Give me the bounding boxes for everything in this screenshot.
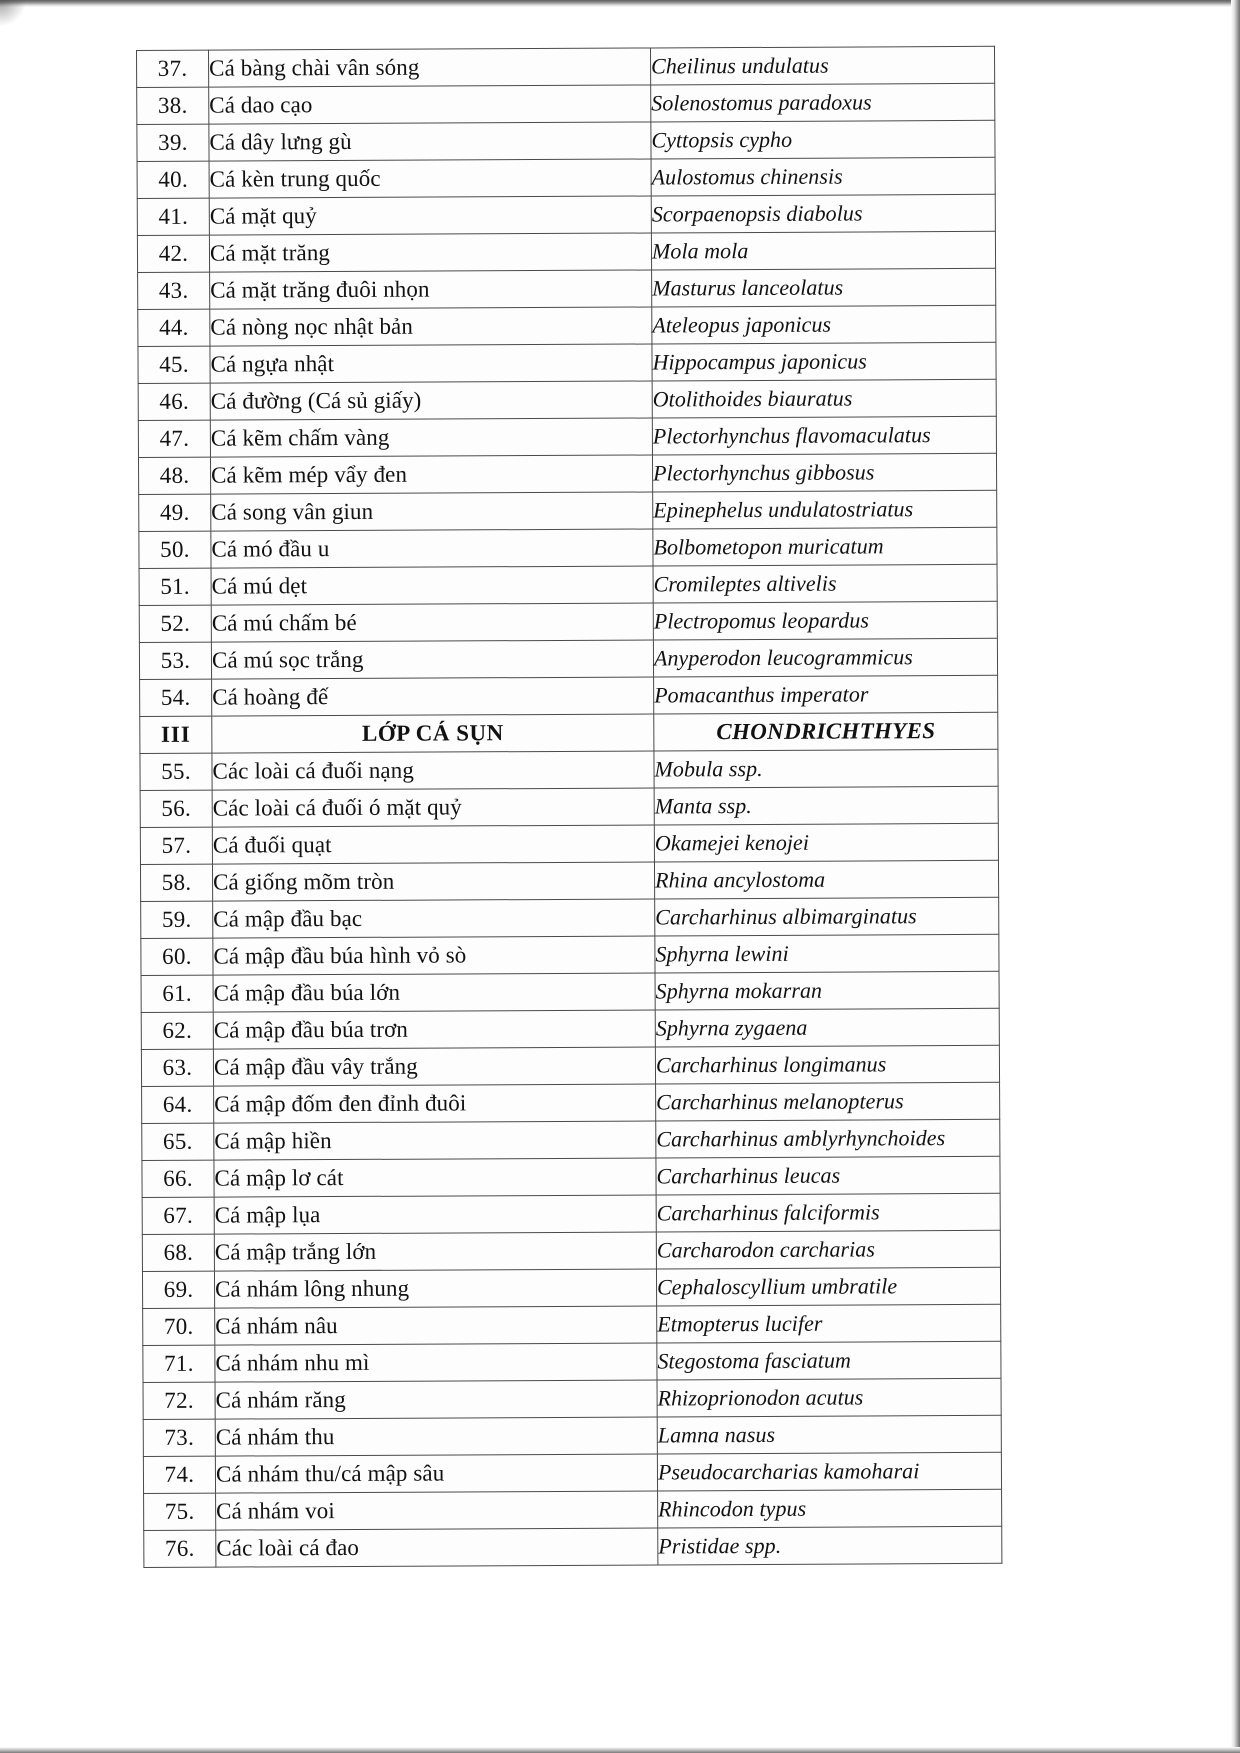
scientific-name: Sphyrna mokarran	[655, 971, 999, 1010]
table-row	[140, 860, 998, 901]
vietnamese-name: Cá mập đầu búa trơn	[213, 1010, 655, 1049]
vietnamese-name: Cá kẽm chấm vàng	[210, 418, 652, 457]
row-number: 55.	[140, 753, 212, 790]
row-number: 73.	[143, 1419, 215, 1456]
scientific-name: Epinephelus undulatostriatus	[653, 490, 997, 529]
row-number: 60.	[141, 938, 213, 975]
vietnamese-name: Cá mập đầu bạc	[213, 899, 655, 938]
table-row	[140, 823, 998, 864]
scientific-name: Carcharhinus longimanus	[655, 1045, 999, 1084]
table-row	[138, 305, 996, 346]
table-row	[137, 194, 995, 235]
vietnamese-name: Cá nhám thu	[215, 1417, 657, 1456]
table-row	[143, 1452, 1001, 1493]
scientific-name: Hippocampus japonicus	[652, 342, 996, 381]
row-number: 42.	[137, 235, 209, 272]
table-row	[138, 379, 996, 420]
table-row	[138, 342, 996, 383]
vietnamese-name: Cá mặt quỷ	[209, 196, 651, 235]
vietnamese-name: Cá mập đốm đen đỉnh đuôi	[214, 1084, 656, 1123]
table-row	[139, 490, 997, 531]
row-number: 43.	[138, 272, 210, 309]
vietnamese-name: Cá mập đầu búa hình vỏ sò	[213, 936, 655, 975]
row-number: 57.	[140, 827, 212, 864]
vietnamese-name: Cá dây lưng gù	[209, 122, 651, 161]
row-number: 58.	[140, 864, 212, 901]
vietnamese-name: Cá mú dẹt	[211, 566, 653, 605]
row-number: 49.	[139, 494, 211, 531]
section-title-vietnamese: LỚP CÁ SỤN	[212, 714, 654, 753]
section-title-scientific: CHONDRICHTHYES	[654, 712, 998, 751]
row-number: 45.	[138, 346, 210, 383]
vietnamese-name: Cá nhám nâu	[215, 1306, 657, 1345]
scan-edge-right	[1231, 0, 1240, 1753]
table-row	[144, 1489, 1002, 1530]
vietnamese-name: Cá mập lơ cát	[214, 1158, 656, 1197]
row-number: 63.	[141, 1049, 213, 1086]
row-number: 74.	[143, 1456, 215, 1493]
scientific-name: Stegostoma fasciatum	[657, 1341, 1001, 1380]
table-row	[140, 749, 998, 790]
row-number: 72.	[143, 1382, 215, 1419]
scientific-name: Pristidae spp.	[658, 1526, 1002, 1565]
row-number: 47.	[138, 420, 210, 457]
row-number: 44.	[138, 309, 210, 346]
species-table-body	[137, 46, 1002, 1567]
scientific-name: Plectropomus leopardus	[653, 601, 997, 640]
table-row	[137, 231, 995, 272]
species-table-container	[136, 46, 1001, 1568]
vietnamese-name: Cá nhám voi	[216, 1491, 658, 1530]
scientific-name: Plectorhynchus gibbosus	[652, 453, 996, 492]
row-number: 39.	[137, 124, 209, 161]
table-row	[142, 1119, 1000, 1160]
table-row	[143, 1378, 1001, 1419]
vietnamese-name: Các loài cá đuối nạng	[212, 751, 654, 790]
scientific-name: Mola mola	[651, 231, 995, 270]
vietnamese-name: Cá bàng chài vân sóng	[209, 48, 651, 87]
row-number: 69.	[142, 1271, 214, 1308]
row-number: 48.	[138, 457, 210, 494]
section-header-row	[140, 712, 998, 753]
row-number: 37.	[137, 50, 209, 87]
scientific-name: Carcharhinus albimarginatus	[655, 897, 999, 936]
scan-corner-artifact	[0, 0, 26, 26]
scientific-name: Rhizoprionodon acutus	[657, 1378, 1001, 1417]
scientific-name: Carcharhinus amblyrhynchoides	[656, 1119, 1000, 1158]
table-row	[140, 786, 998, 827]
row-number: 65.	[142, 1123, 214, 1160]
vietnamese-name: Cá nhám nhu mì	[215, 1343, 657, 1382]
row-number: 56.	[140, 790, 212, 827]
table-row	[137, 83, 995, 124]
scientific-name: Otolithoides biauratus	[652, 379, 996, 418]
row-number: 67.	[142, 1197, 214, 1234]
row-number: 59.	[141, 901, 213, 938]
scientific-name: Manta ssp.	[654, 786, 998, 825]
scan-edge-bottom	[0, 1747, 1240, 1753]
scientific-name: Rhincodon typus	[658, 1489, 1002, 1528]
row-number: 54.	[140, 679, 212, 716]
vietnamese-name: Cá mặt trăng đuôi nhọn	[210, 270, 652, 309]
species-table	[136, 46, 1002, 1568]
scientific-name: Ateleopus japonicus	[652, 305, 996, 344]
scientific-name: Sphyrna zygaena	[655, 1008, 999, 1047]
scientific-name: Pomacanthus imperator	[654, 675, 998, 714]
vietnamese-name: Cá song vân giun	[211, 492, 653, 531]
scientific-name: Carcharhinus melanopterus	[656, 1082, 1000, 1121]
vietnamese-name: Cá mó đầu u	[211, 529, 653, 568]
vietnamese-name: Các loài cá đuối ó mặt quỷ	[212, 788, 654, 827]
vietnamese-name: Cá nòng nọc nhật bản	[210, 307, 652, 346]
scientific-name: Bolbometopon muricatum	[653, 527, 997, 566]
scientific-name: Plectorhynchus flavomaculatus	[652, 416, 996, 455]
table-row	[141, 971, 999, 1012]
vietnamese-name: Cá dao cạo	[209, 85, 651, 124]
vietnamese-name: Cá hoàng đế	[212, 677, 654, 716]
scientific-name: Carcharhinus falciformis	[656, 1193, 1000, 1232]
vietnamese-name: Cá mập hiền	[214, 1121, 656, 1160]
scientific-name: Rhina ancylostoma	[654, 860, 998, 899]
table-row	[141, 1045, 999, 1086]
vietnamese-name: Cá mập đầu vây trắng	[213, 1047, 655, 1086]
vietnamese-name: Cá mú sọc trắng	[211, 640, 653, 679]
row-number: 50.	[139, 531, 211, 568]
table-row	[137, 120, 995, 161]
vietnamese-name: Cá mập lụa	[214, 1195, 656, 1234]
scientific-name: Cromileptes altivelis	[653, 564, 997, 603]
vietnamese-name: Cá nhám lông nhung	[214, 1269, 656, 1308]
scientific-name: Etmopterus lucifer	[657, 1304, 1001, 1343]
vietnamese-name: Cá mập đầu búa lớn	[213, 973, 655, 1012]
scientific-name: Mobula ssp.	[654, 749, 998, 788]
scientific-name: Solenostomus paradoxus	[651, 83, 995, 122]
table-row	[143, 1341, 1001, 1382]
table-row	[141, 934, 999, 975]
vietnamese-name: Cá mặt trăng	[209, 233, 651, 272]
table-row	[141, 897, 999, 938]
table-row	[144, 1526, 1002, 1567]
section-numeral: III	[140, 716, 212, 753]
table-row	[141, 1008, 999, 1049]
row-number: 62.	[141, 1012, 213, 1049]
row-number: 41.	[137, 198, 209, 235]
scientific-name: Sphyrna lewini	[655, 934, 999, 973]
table-row	[143, 1415, 1001, 1456]
vietnamese-name: Cá kèn trung quốc	[209, 159, 651, 198]
scientific-name: Cephaloscyllium umbratile	[656, 1267, 1000, 1306]
row-number: 40.	[137, 161, 209, 198]
scientific-name: Pseudocarcharias kamoharai	[657, 1452, 1001, 1491]
vietnamese-name: Cá đuối quạt	[212, 825, 654, 864]
row-number: 66.	[142, 1160, 214, 1197]
scientific-name: Scorpaenopsis diabolus	[651, 194, 995, 233]
scientific-name: Cheilinus undulatus	[650, 46, 994, 85]
row-number: 52.	[139, 605, 211, 642]
table-row	[142, 1193, 1000, 1234]
table-row	[143, 1304, 1001, 1345]
scientific-name: Carcharodon carcharias	[656, 1230, 1000, 1269]
row-number: 68.	[142, 1234, 214, 1271]
row-number: 53.	[139, 642, 211, 679]
table-row	[138, 416, 996, 457]
row-number: 38.	[137, 87, 209, 124]
row-number: 76.	[144, 1530, 216, 1567]
table-row	[139, 601, 997, 642]
row-number: 51.	[139, 568, 211, 605]
vietnamese-name: Cá giống mõm tròn	[212, 862, 654, 901]
row-number: 75.	[144, 1493, 216, 1530]
table-row	[139, 638, 997, 679]
table-row	[139, 527, 997, 568]
scientific-name: Lamna nasus	[657, 1415, 1001, 1454]
row-number: 61.	[141, 975, 213, 1012]
scientific-name: Cyttopsis cypho	[651, 120, 995, 159]
vietnamese-name: Cá mập trắng lớn	[214, 1232, 656, 1271]
table-row	[137, 157, 995, 198]
table-row	[138, 453, 996, 494]
scan-edge-top	[0, 0, 1240, 7]
table-row	[142, 1082, 1000, 1123]
table-row	[142, 1267, 1000, 1308]
table-row	[142, 1156, 1000, 1197]
row-number: 46.	[138, 383, 210, 420]
vietnamese-name: Cá ngựa nhật	[210, 344, 652, 383]
row-number: 71.	[143, 1345, 215, 1382]
scientific-name: Aulostomus chinensis	[651, 157, 995, 196]
table-row	[138, 268, 996, 309]
table-row	[142, 1230, 1000, 1271]
table-row	[139, 564, 997, 605]
vietnamese-name: Cá mú chấm bé	[211, 603, 653, 642]
vietnamese-name: Cá nhám thu/cá mập sâu	[215, 1454, 657, 1493]
row-number: 70.	[143, 1308, 215, 1345]
scientific-name: Masturus lanceolatus	[652, 268, 996, 307]
table-row	[140, 675, 998, 716]
scientific-name: Carcharhinus leucas	[656, 1156, 1000, 1195]
table-row	[137, 46, 995, 87]
vietnamese-name: Cá nhám răng	[215, 1380, 657, 1419]
row-number: 64.	[142, 1086, 214, 1123]
scientific-name: Anyperodon leucogrammicus	[653, 638, 997, 677]
vietnamese-name: Cá đường (Cá sủ giấy)	[210, 381, 652, 420]
vietnamese-name: Cá kẽm mép vẩy đen	[210, 455, 652, 494]
vietnamese-name: Các loài cá đao	[216, 1528, 658, 1567]
scientific-name: Okamejei kenojei	[654, 823, 998, 862]
